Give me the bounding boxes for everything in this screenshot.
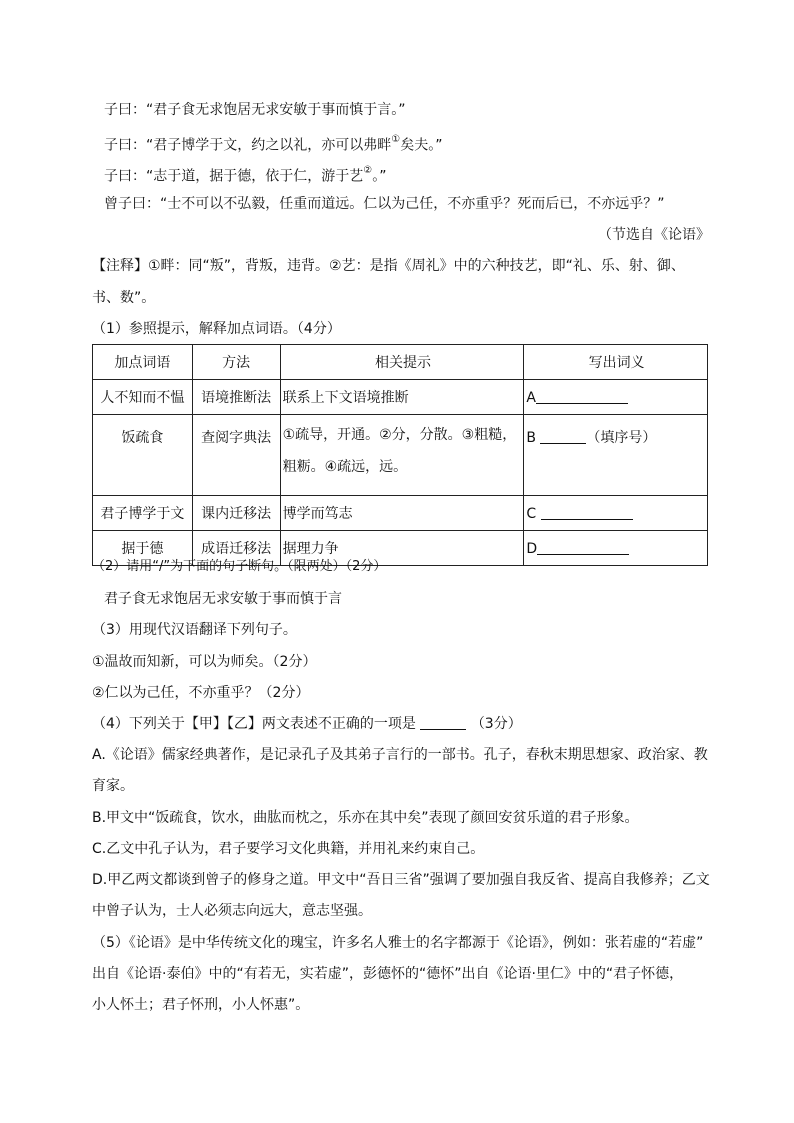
option-a-line-2: 育家。 <box>92 778 134 794</box>
annotation-line-2: 书、数”。 <box>92 290 156 306</box>
option-b: B.甲文中“饭疏食，饮水，曲肱而枕之，乐亦在其中矣”表现了颜回安贫乐道的君子形象。 <box>92 810 639 826</box>
cell-word: 据于德 <box>93 531 193 566</box>
option-c: C.乙文中孔子认为，君子要学习文化典籍，并用礼来约束自己。 <box>92 841 485 857</box>
question-1-prompt: （1）参照提示，解释加点词语。（4分） <box>92 321 341 337</box>
question-5-line-1: （5）《论语》是中华传统文化的瑰宝，许多名人雅士的名字都源于《论语》，例如：张若虚的“若虚” <box>92 935 704 951</box>
passage-line-3-text: 子曰：“志于道，据于德，依于仁，游于艺 <box>104 168 364 185</box>
question-4-answer-blank[interactable] <box>420 715 466 730</box>
table-row <box>93 415 708 496</box>
cell-hint: ①疏导，开通。②分，分散。③粗糙，粗粝。④疏远，远。 <box>280 415 524 496</box>
answer-label-d: D <box>526 540 538 557</box>
passage-line-4: 曾子曰：“士不可以不弘毅，任重而道远。仁以为己任，不亦重乎？死而后已，不亦远乎？” <box>104 196 665 212</box>
passage-line-1: 子曰：“君子食无求饱居无求安敏于事而慎于言。” <box>104 102 406 118</box>
answer-blank-d[interactable] <box>537 540 629 555</box>
passage-line-2 <box>104 132 443 156</box>
cell-word: 君子博学于文 <box>93 496 193 531</box>
answer-label-a: A <box>526 389 536 406</box>
footnote-marker-2: ② <box>363 165 373 176</box>
question-5-line-3: 小人怀土；君子怀刑，小人怀惠”。 <box>92 997 310 1013</box>
passage-line-2-text: 子曰：“君子博学于文，约之以礼，亦可以弗畔 <box>104 137 392 154</box>
cell-answer <box>524 415 708 496</box>
passage-line-3-tail: 。” <box>372 168 387 185</box>
table-header-row <box>93 345 708 380</box>
cell-word: 人不知而不愠 <box>93 380 193 415</box>
table-row <box>93 380 708 415</box>
question-3-prompt: （3）用现代汉语翻译下列句子。 <box>92 622 297 638</box>
cell-word: 饭疏食 <box>93 415 193 496</box>
cell-method: 查阅字典法 <box>192 415 280 496</box>
answer-blank-a[interactable] <box>536 389 628 404</box>
annotation-line-1: 【注释】①畔：同“叛”，背叛，违背。②艺：是指《周礼》中的六种技艺，即“礼、乐、射、御、 <box>92 258 685 274</box>
answer-label-b: B <box>526 430 536 446</box>
passage-line-3 <box>104 163 387 187</box>
passage-line-2-tail: 矣夫。” <box>400 137 443 154</box>
question-4-prompt <box>92 714 522 734</box>
cell-method: 课内迁移法 <box>192 496 280 531</box>
option-d-line-1: D.甲乙两文都谈到曾子的修身之道。甲文中“吾日三省”强调了要加强自我反省、提高自我修养；乙文 <box>92 872 710 888</box>
option-d-line-2: 中曾子认为，士人必须志向远大，意志坚强。 <box>92 903 372 919</box>
cell-answer <box>524 531 708 566</box>
answer-label-c: C <box>526 505 537 522</box>
table-row <box>93 496 708 531</box>
cell-method: 语境推断法 <box>192 380 280 415</box>
column-header-method: 方法 <box>192 345 280 380</box>
option-a-line-1: A.《论语》儒家经典著作，是记录孔子及其弟子言行的一部书。孔子，春秋末期思想家、政治家、教 <box>92 747 708 763</box>
question-2-prompt: （2）请用“/”为下面的句子断句。（限两处）（2分） <box>92 559 387 574</box>
cell-answer <box>524 496 708 531</box>
cell-method: 成语迁移法 <box>192 531 280 566</box>
column-header-hint: 相关提示 <box>280 345 524 380</box>
answer-blank-b[interactable] <box>540 429 586 444</box>
question-3-sentence-2: ②仁以为己任，不亦重乎？（2分） <box>92 685 310 701</box>
question-4-score: （3分） <box>470 716 522 732</box>
column-header-word: 加点词语 <box>93 345 193 380</box>
answer-blank-c[interactable] <box>541 505 633 520</box>
question-2-sentence: 君子食无求饱居无求安敏于事而慎于言 <box>104 591 342 607</box>
column-header-meaning: 写出词义 <box>524 345 708 380</box>
answer-note-b: （填序号） <box>586 430 657 446</box>
question-3-sentence-1: ①温故而知新，可以为师矣。（2分） <box>92 654 317 670</box>
hint-table <box>92 344 708 566</box>
cell-hint: 据理力争 <box>280 531 524 566</box>
cell-hint: 联系上下文语境推断 <box>280 380 524 415</box>
passage-source: （节选自《论语》 <box>598 227 710 243</box>
cell-answer <box>524 380 708 415</box>
question-4-prompt-text: （4）下列关于【甲】【乙】两文表述不正确的一项是 <box>92 716 416 732</box>
footnote-marker-1: ① <box>391 134 401 145</box>
question-5-line-2: 出自《论语·泰伯》中的“有若无，实若虚”，彭德怀的“德怀”出自《论语·里仁》中的“君子怀德， <box>92 966 684 982</box>
cell-hint: 博学而笃志 <box>280 496 524 531</box>
